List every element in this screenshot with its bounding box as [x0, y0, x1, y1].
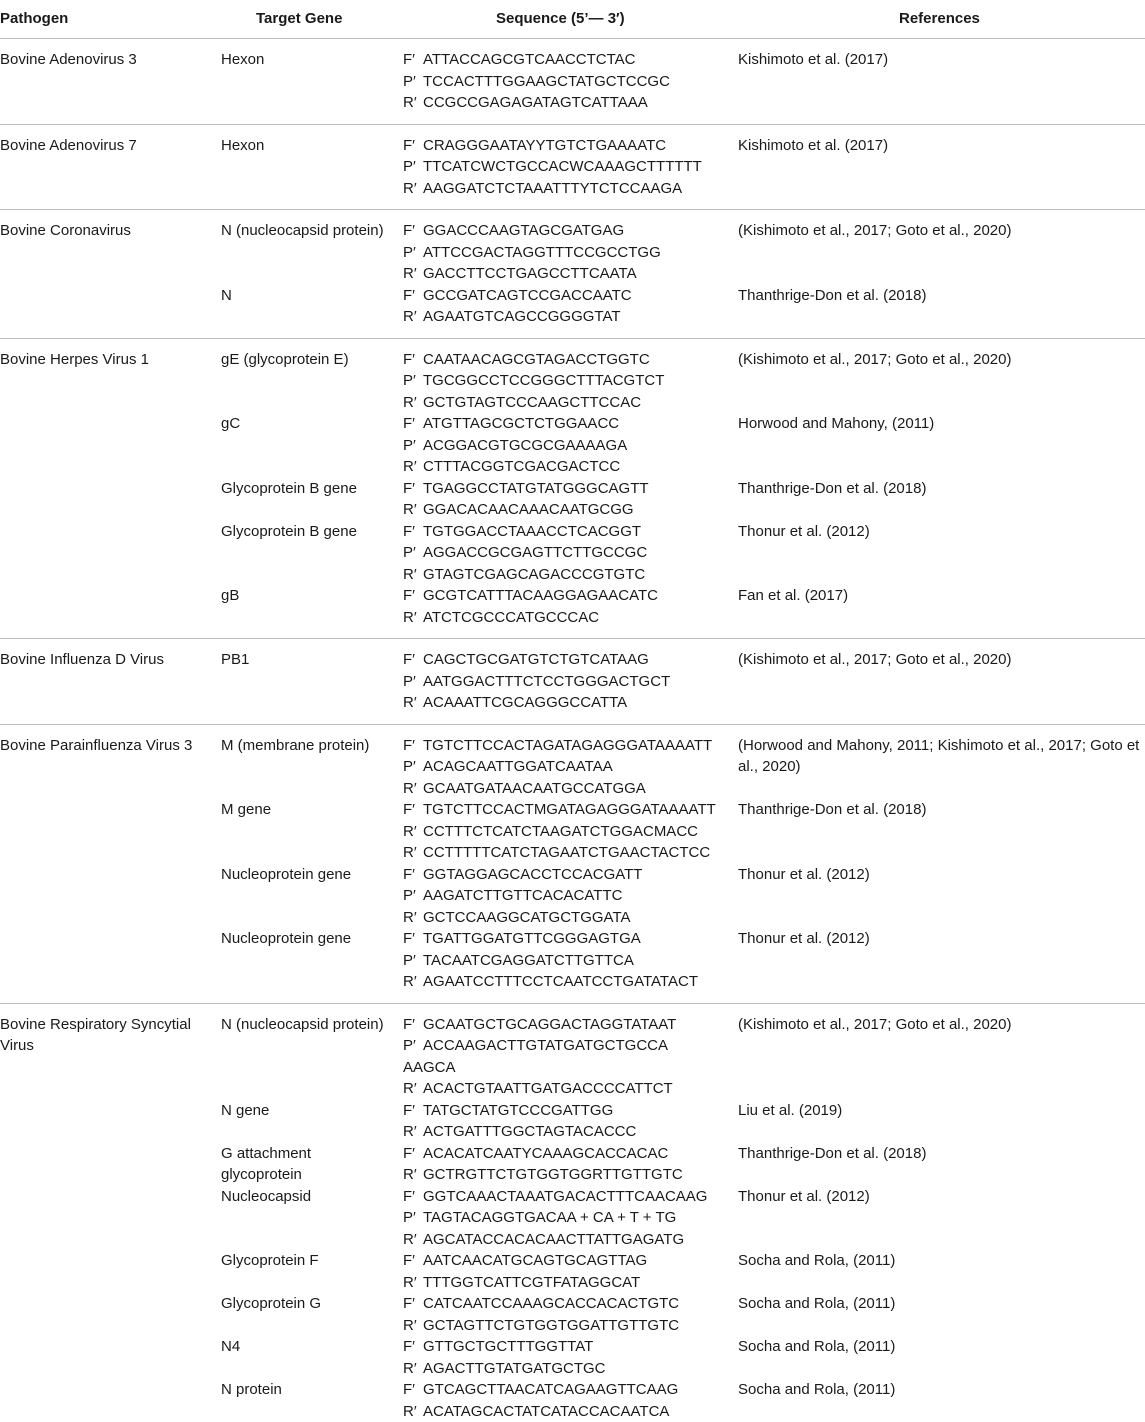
sequence-list	[403, 928, 729, 993]
primer-bases: AATCAACATGCAGTGCAGTTAG	[423, 1252, 647, 1269]
reference: Horwood and Mahony, (2011)	[738, 413, 1145, 435]
primer-sequence	[403, 92, 729, 114]
primer-sequence	[403, 1293, 729, 1315]
primer-sequence	[403, 49, 729, 71]
primer-sequence	[403, 585, 729, 607]
primer-label: P′	[403, 756, 423, 778]
sequence-list	[403, 1100, 729, 1143]
reference: (Kishimoto et al., 2017; Goto et al., 2020)	[738, 1014, 1145, 1036]
primer-label: R′	[403, 1121, 423, 1143]
primer-label: P′	[403, 885, 423, 907]
target-gene: M gene	[221, 799, 391, 821]
primer-bases: ACAAATTCGCAGGGCCATTA	[423, 694, 627, 711]
primer-bases: ATTCCGACTAGGTTTCCGCCTGG	[423, 244, 661, 261]
reference: Thanthrige-Don et al. (2018)	[738, 799, 1145, 821]
primer-bases: CAATAACAGCGTAGACCTGGTC	[423, 351, 650, 368]
sequence-list	[403, 1186, 729, 1251]
primer-sequence	[403, 1358, 729, 1380]
table-row	[0, 1143, 1145, 1186]
primer-bases: ACCAAGACTTGTATGATGCTGCCA AAGCA	[403, 1037, 667, 1076]
reference: Socha and Rola, (2011)	[738, 1250, 1145, 1272]
sequence-list	[403, 1379, 729, 1422]
sequence-list	[403, 521, 729, 586]
primer-sequence	[403, 521, 729, 543]
target-gene: Nucleoprotein gene	[221, 928, 391, 950]
table-row	[0, 1250, 1145, 1293]
primer-bases: AGCATACCACACAACTTATTGAGATG	[423, 1231, 684, 1248]
sequence-list	[403, 1293, 729, 1336]
primer-sequence	[403, 735, 729, 757]
sequence-list	[403, 864, 729, 929]
target-gene: N (nucleocapsid protein)	[221, 220, 391, 242]
primer-sequence	[403, 1250, 729, 1272]
sequence-list	[403, 220, 729, 285]
primer-bases: TGATTGGATGTTCGGGAGTGA	[423, 930, 641, 947]
primer-label: R′	[403, 564, 423, 586]
primer-label: P′	[403, 1035, 423, 1057]
primer-bases: TAGTACAGGTGACAA + CA + T + TG	[423, 1209, 676, 1226]
primer-bases: TGTGGACCTAAACCTCACGGT	[423, 523, 641, 540]
table-row	[0, 1014, 1145, 1100]
primer-bases: TGTCTTCCACTMGATAGAGGGATAAAATT	[423, 801, 716, 818]
primer-sequence	[403, 456, 729, 478]
primer-bases: ATTACCAGCGTCAACCTCTAC	[423, 51, 636, 68]
primer-sequence	[403, 71, 729, 93]
reference: Kishimoto et al. (2017)	[738, 49, 1145, 71]
target-gene: PB1	[221, 649, 391, 671]
primer-label: R′	[403, 821, 423, 843]
table-group	[0, 1004, 1145, 1422]
primer-label: F′	[403, 799, 423, 821]
primer-bases: TGAGGCCTATGTATGGGCAGTT	[423, 480, 649, 497]
primer-bases: ACAGCAATTGGATCAATAA	[423, 758, 613, 775]
primer-bases: GCGTCATTTACAAGGAGAACATC	[423, 587, 658, 604]
primer-sequence	[403, 671, 729, 693]
primer-label: R′	[403, 92, 423, 114]
primer-bases: TGCGGCCTCCGGGCTTTACGTCT	[423, 372, 664, 389]
target-gene: N4	[221, 1336, 391, 1358]
sequence-list	[403, 478, 729, 521]
target-gene: G attachment glycoprotein	[221, 1143, 391, 1186]
table-header	[0, 0, 1145, 39]
primer-label: R′	[403, 392, 423, 414]
primer-label: F′	[403, 220, 423, 242]
primer-label: F′	[403, 135, 423, 157]
sequence-list	[403, 285, 729, 328]
primer-sequence	[403, 864, 729, 886]
target-gene: Nucleocapsid	[221, 1186, 391, 1208]
primer-label: F′	[403, 1379, 423, 1401]
primer-sequence	[403, 885, 729, 907]
table-row	[0, 1186, 1145, 1251]
primer-label: R′	[403, 1401, 423, 1422]
reference: Socha and Rola, (2011)	[738, 1379, 1145, 1401]
table-row	[0, 349, 1145, 414]
header-pathogen: Pathogen	[0, 10, 68, 27]
table-row	[0, 285, 1145, 328]
reference: Thanthrige-Don et al. (2018)	[738, 478, 1145, 500]
primer-bases: GTTGCTGCTTTGGTTAT	[423, 1338, 593, 1355]
pathogen-name: Bovine Respiratory Syncytial Virus	[0, 1014, 210, 1057]
sequence-list	[403, 585, 729, 628]
sequence-list	[403, 1014, 729, 1100]
table-row	[0, 1293, 1145, 1336]
primer-bases: ACTGATTTGGCTAGTACACCC	[423, 1123, 636, 1140]
primer-bases: GCAATGCTGCAGGACTAGGTATAAT	[423, 1016, 676, 1033]
primer-bases: GACCTTCCTGAGCCTTCAATA	[423, 265, 637, 282]
primer-bases: GCTGTAGTCCCAAGCTTCCAC	[423, 394, 641, 411]
table-group	[0, 639, 1145, 725]
target-gene: N protein	[221, 1379, 391, 1401]
reference: Fan et al. (2017)	[738, 585, 1145, 607]
reference: Thonur et al. (2012)	[738, 1186, 1145, 1208]
primer-label: F′	[403, 585, 423, 607]
reference: Socha and Rola, (2011)	[738, 1336, 1145, 1358]
primer-sequence	[403, 435, 729, 457]
primer-sequence	[403, 1121, 729, 1143]
table-row	[0, 1336, 1145, 1379]
primer-label: R′	[403, 1272, 423, 1294]
primer-bases: GCTRGTTCTGTGGTGGRTTGTTGTC	[423, 1166, 683, 1183]
table-row	[0, 585, 1145, 628]
primer-sequence	[403, 821, 729, 843]
primer-sequence	[403, 263, 729, 285]
primer-label: R′	[403, 263, 423, 285]
primer-sequence	[403, 156, 729, 178]
primer-label: R′	[403, 499, 423, 521]
primer-label: F′	[403, 864, 423, 886]
primer-bases: GGTAGGAGCACCTCCACGATT	[423, 866, 642, 883]
primer-label: R′	[403, 306, 423, 328]
primer-sequence	[403, 1186, 729, 1208]
reference: Thonur et al. (2012)	[738, 864, 1145, 886]
primer-bases: AAGGATCTCTAAATTTYTCTCCAAGA	[423, 180, 682, 197]
pathogen-name: Bovine Adenovirus 3	[0, 49, 210, 71]
table-row	[0, 1100, 1145, 1143]
primer-sequence	[403, 1035, 693, 1078]
target-gene: N	[221, 285, 391, 307]
reference: (Kishimoto et al., 2017; Goto et al., 2020)	[738, 649, 1145, 671]
header-sequence: Sequence (5’— 3′)	[496, 10, 625, 27]
primer-bases: TACAATCGAGGATCTTGTTCA	[423, 952, 634, 969]
target-gene: Glycoprotein B gene	[221, 521, 391, 543]
primer-label: R′	[403, 1358, 423, 1380]
primer-label: F′	[403, 1336, 423, 1358]
target-gene: Hexon	[221, 49, 391, 71]
primer-sequence	[403, 1272, 729, 1294]
primer-label: F′	[403, 1143, 423, 1165]
table-row	[0, 928, 1145, 993]
table-group	[0, 125, 1145, 211]
primer-bases: GGTCAAACTAAATGACACTTTCAACAAG	[423, 1188, 707, 1205]
primer-label: F′	[403, 1186, 423, 1208]
primer-bases: ACACTGTAATTGATGACCCCATTCT	[423, 1080, 673, 1097]
primer-sequence	[403, 285, 729, 307]
sequence-list	[403, 799, 729, 864]
primer-label: F′	[403, 1250, 423, 1272]
primer-sequence	[403, 971, 729, 993]
pathogen-name: Bovine Parainfluenza Virus 3	[0, 735, 210, 757]
primer-label: R′	[403, 456, 423, 478]
primer-bases: CCTTTCTCATCTAAGATCTGGACMACC	[423, 823, 698, 840]
primer-bases: AATGGACTTTCTCCTGGGACTGCT	[423, 673, 670, 690]
primer-label: P′	[403, 1207, 423, 1229]
primer-sequence	[403, 649, 729, 671]
table-row	[0, 521, 1145, 586]
primer-label: F′	[403, 349, 423, 371]
table-row	[0, 478, 1145, 521]
sequence-list	[403, 1250, 729, 1293]
target-gene: M (membrane protein)	[221, 735, 391, 757]
primer-label: P′	[403, 435, 423, 457]
reference: Liu et al. (2019)	[738, 1100, 1145, 1122]
table-row	[0, 413, 1145, 478]
pathogen-name: Bovine Influenza D Virus	[0, 649, 210, 671]
primer-bases: AAGATCTTGTTCACACATTC	[423, 887, 622, 904]
primer-bases: CCTTTTTCATCTAGAATCTGAACTACTCC	[423, 844, 710, 861]
primer-bases: ATCTCGCCCATGCCCAC	[423, 609, 599, 626]
primer-bases: GGACACAACAAACAATGCGG	[423, 501, 634, 518]
primer-sequence	[403, 370, 729, 392]
target-gene: Nucleoprotein gene	[221, 864, 391, 886]
primer-sequence	[403, 1229, 729, 1251]
primer-sequence	[403, 542, 729, 564]
primer-sequence	[403, 1078, 729, 1100]
sequence-list	[403, 1143, 729, 1186]
primer-label: F′	[403, 735, 423, 757]
primer-sequence	[403, 1401, 729, 1422]
primer-sequence	[403, 135, 729, 157]
primer-bases: GGACCCAAGTAGCGATGAG	[423, 222, 624, 239]
primer-sequence	[403, 349, 729, 371]
primer-label: P′	[403, 370, 423, 392]
reference: (Horwood and Mahony, 2011; Kishimoto et al., 2017; Goto et al., 2020)	[738, 735, 1145, 778]
sequence-list	[403, 649, 729, 714]
primer-sequence	[403, 306, 729, 328]
primer-sequence	[403, 1207, 693, 1229]
pathogen-name: Bovine Coronavirus	[0, 220, 210, 242]
primer-bases: GCAATGATAACAATGCCATGGA	[423, 780, 646, 797]
table-row	[0, 799, 1145, 864]
pathogen-name: Bovine Adenovirus 7	[0, 135, 210, 157]
primer-bases: GTAGTCGAGCAGACCCGTGTC	[423, 566, 645, 583]
primer-bases: ACACATCAATYCAAAGCACCACAC	[423, 1145, 668, 1162]
primer-sequence	[403, 392, 729, 414]
primer-label: R′	[403, 178, 423, 200]
target-gene: Glycoprotein F	[221, 1250, 391, 1272]
primer-sequence	[403, 1336, 729, 1358]
primer-label: R′	[403, 692, 423, 714]
primer-label: P′	[403, 542, 423, 564]
sequence-list	[403, 1336, 729, 1379]
target-gene: gB	[221, 585, 391, 607]
pathogen-name: Bovine Herpes Virus 1	[0, 349, 210, 371]
primer-bases: ACATAGCACTATCATACCACAATCA	[423, 1403, 669, 1420]
primer-sequence	[403, 1315, 729, 1337]
target-gene: gE (glycoprotein E)	[221, 349, 391, 371]
primer-label: P′	[403, 950, 423, 972]
primer-sequence	[403, 564, 729, 586]
sequence-list	[403, 49, 729, 114]
sequence-list	[403, 135, 729, 200]
primer-sequence	[403, 842, 729, 864]
primer-sequence	[403, 1164, 729, 1186]
table-body	[0, 39, 1145, 1422]
table-group	[0, 39, 1145, 125]
primer-bases: AGAATGTCAGCCGGGGTAT	[423, 308, 621, 325]
primer-label: P′	[403, 242, 423, 264]
primer-sequence	[403, 928, 729, 950]
primer-bases: GCCGATCAGTCCGACCAATC	[423, 287, 632, 304]
table-group	[0, 339, 1145, 640]
primer-label: F′	[403, 521, 423, 543]
primer-bases: ACGGACGTGCGCGAAAAGA	[423, 437, 627, 454]
primer-label: F′	[403, 1100, 423, 1122]
primer-bases: TATGCTATGTCCCGATTGG	[423, 1102, 613, 1119]
primer-bases: TTTGGTCATTCGTFATAGGCAT	[423, 1274, 640, 1291]
primer-sequence	[403, 499, 729, 521]
primer-sequence	[403, 607, 729, 629]
reference: Thanthrige-Don et al. (2018)	[738, 285, 1145, 307]
table-row	[0, 49, 1145, 114]
primer-sequence	[403, 907, 729, 929]
primer-label: R′	[403, 778, 423, 800]
primer-bases: TTCATCWCTGCCACWCAAAGCTTTTTT	[423, 158, 702, 175]
sequence-list	[403, 413, 729, 478]
table-row	[0, 649, 1145, 714]
primer-bases: ATGTTAGCGCTCTGGAACC	[423, 415, 619, 432]
header-references: References	[899, 10, 980, 27]
primer-label: F′	[403, 285, 423, 307]
primer-bases: TGTCTTCCACTAGATAGAGGGATAAAATT	[423, 737, 712, 754]
table-row	[0, 220, 1145, 285]
sequence-list	[403, 735, 729, 800]
primer-label: R′	[403, 907, 423, 929]
table-group	[0, 210, 1145, 339]
primer-sequence	[403, 242, 729, 264]
primer-label: R′	[403, 1315, 423, 1337]
table-row	[0, 864, 1145, 929]
reference: Thonur et al. (2012)	[738, 521, 1145, 543]
primer-bases: CATCAATCCAAAGCACCACACTGTC	[423, 1295, 679, 1312]
primer-label: F′	[403, 649, 423, 671]
primer-label: R′	[403, 1078, 423, 1100]
target-gene: gC	[221, 413, 391, 435]
primer-sequence	[403, 799, 729, 821]
primer-sequence	[403, 178, 729, 200]
primer-sequence	[403, 1143, 729, 1165]
target-gene: N (nucleocapsid protein)	[221, 1014, 391, 1036]
primer-label: P′	[403, 71, 423, 93]
primer-sequence	[403, 1100, 729, 1122]
primer-sequence	[403, 413, 729, 435]
primer-sequence	[403, 220, 729, 242]
primer-bases: TCCACTTTGGAAGCTATGCTCCGC	[423, 73, 670, 90]
table-row	[0, 735, 1145, 800]
primer-sequence	[403, 950, 729, 972]
primer-label: R′	[403, 1229, 423, 1251]
primer-sequence	[403, 478, 729, 500]
primer-bases: AGAATCCTTTCCTCAATCCTGATATACT	[423, 973, 698, 990]
primer-bases: GCTCCAAGGCATGCTGGATA	[423, 909, 631, 926]
primer-label: R′	[403, 607, 423, 629]
primer-label: F′	[403, 413, 423, 435]
reference: (Kishimoto et al., 2017; Goto et al., 2020)	[738, 349, 1145, 371]
reference: Kishimoto et al. (2017)	[738, 135, 1145, 157]
primer-label: F′	[403, 928, 423, 950]
primer-bases: AGGACCGCGAGTTCTTGCCGC	[423, 544, 647, 561]
primer-label: F′	[403, 49, 423, 71]
reference: Socha and Rola, (2011)	[738, 1293, 1145, 1315]
reference: Thanthrige-Don et al. (2018)	[738, 1143, 1145, 1165]
table-row	[0, 135, 1145, 200]
reference: Thonur et al. (2012)	[738, 928, 1145, 950]
target-gene: Glycoprotein G	[221, 1293, 391, 1315]
target-gene: N gene	[221, 1100, 391, 1122]
sequence-list	[403, 349, 729, 414]
primer-bases: AGACTTGTATGATGCTGC	[423, 1360, 606, 1377]
primer-bases: CRAGGGAATAYYTGTCTGAAAATC	[423, 137, 666, 154]
primer-label: F′	[403, 1293, 423, 1315]
primer-label: F′	[403, 478, 423, 500]
primer-label: F′	[403, 1014, 423, 1036]
reference: (Kishimoto et al., 2017; Goto et al., 2020)	[738, 220, 1145, 242]
table-row	[0, 1379, 1145, 1422]
primer-sequence	[403, 1014, 729, 1036]
primer-bases: CTTTACGGTCGACGACTCC	[423, 458, 620, 475]
primer-label: R′	[403, 971, 423, 993]
primer-label: P′	[403, 156, 423, 178]
primer-bases: CAGCTGCGATGTCTGTCATAAG	[423, 651, 649, 668]
primer-label: R′	[403, 842, 423, 864]
table-group	[0, 725, 1145, 1004]
primer-sequence	[403, 1379, 729, 1401]
primer-sequence	[403, 756, 729, 778]
primer-bases: GTCAGCTTAACATCAGAAGTTCAAG	[423, 1381, 678, 1398]
primer-sequence	[403, 692, 729, 714]
primer-label: R′	[403, 1164, 423, 1186]
header-target-gene: Target Gene	[256, 10, 342, 27]
primer-label: P′	[403, 671, 423, 693]
primer-bases: CCGCCGAGAGATAGTCATTAAA	[423, 94, 648, 111]
primer-bases: GCTAGTTCTGTGGTGGATTGTTGTC	[423, 1317, 679, 1334]
target-gene: Hexon	[221, 135, 391, 157]
target-gene: Glycoprotein B gene	[221, 478, 391, 500]
primer-sequence	[403, 778, 729, 800]
